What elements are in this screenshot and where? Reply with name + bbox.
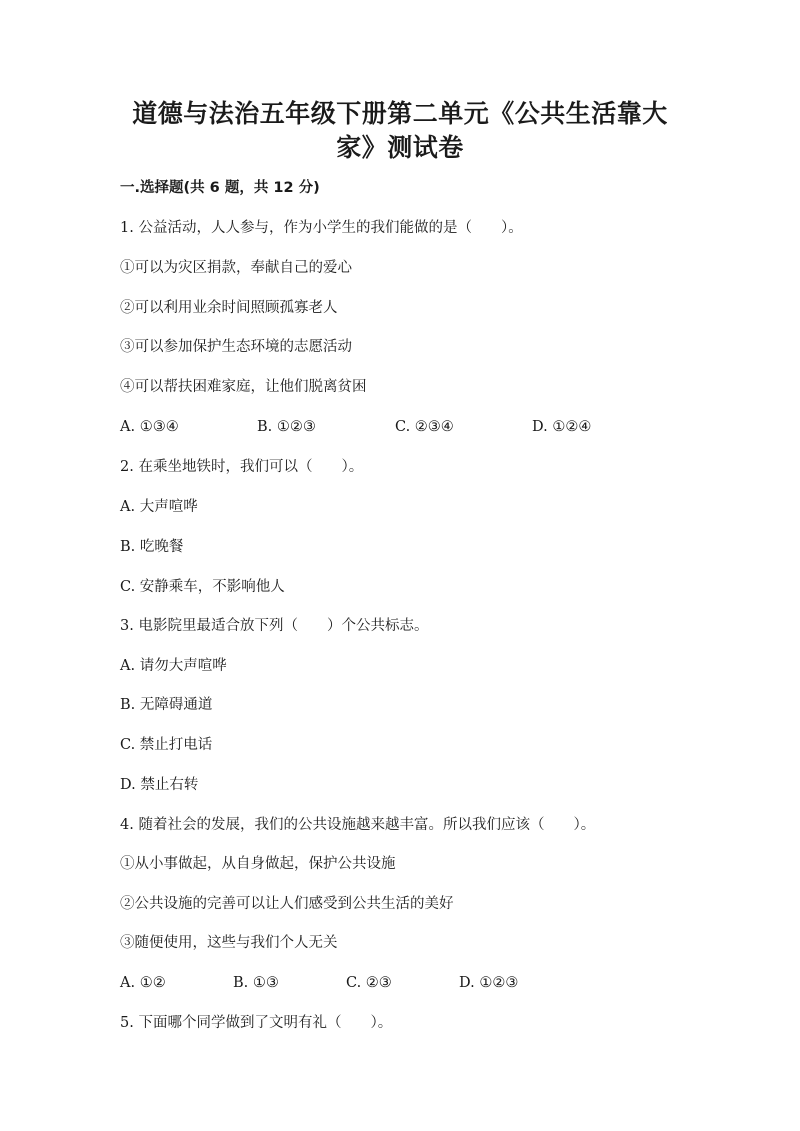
- question-2-option-c: C. 安静乘车，不影响他人: [120, 579, 285, 595]
- question-2-option-b: B. 吃晚餐: [120, 539, 184, 555]
- question-1-item-4: ④可以帮扶困难家庭，让他们脱离贫困: [120, 379, 367, 395]
- question-3-option-d: D. 禁止右转: [120, 777, 199, 793]
- question-3-option-c: C. 禁止打电话: [120, 737, 213, 753]
- question-2-option-a: A. 大声喧哗: [120, 499, 198, 515]
- question-4-stem: 4. 随着社会的发展，我们的公共设施越来越丰富。所以我们应该（ ）。: [120, 817, 596, 833]
- question-1-item-1: ①可以为灾区捐款，奉献自己的爱心: [120, 260, 352, 276]
- question-3-option-a: A. 请勿大声喧哗: [120, 658, 227, 674]
- question-4-option-a: A. ①②: [120, 975, 166, 991]
- question-4-option-c: C. ②③: [346, 975, 392, 991]
- question-4-item-1: ①从小事做起，从自身做起，保护公共设施: [120, 856, 396, 872]
- question-1-option-b: B. ①②③: [257, 419, 316, 435]
- question-4-item-2: ②公共设施的完善可以让人们感受到公共生活的美好: [120, 896, 454, 912]
- question-1-item-3: ③可以参加保护生态环境的志愿活动: [120, 339, 352, 355]
- question-1-option-c: C. ②③④: [395, 419, 454, 435]
- question-1-option-d: D. ①②④: [532, 419, 592, 435]
- question-3-option-b: B. 无障碍通道: [120, 697, 213, 713]
- question-1-option-a: A. ①③④: [120, 419, 179, 435]
- question-1-stem: 1. 公益活动，人人参与，作为小学生的我们能做的是（ ）。: [120, 220, 523, 236]
- page-title-line-1: 道德与法治五年级下册第二单元《公共生活靠大: [132, 99, 668, 128]
- question-4-option-b: B. ①③: [233, 975, 279, 991]
- question-4-item-3: ③随便使用，这些与我们个人无关: [120, 935, 338, 951]
- question-4-option-d: D. ①②③: [459, 975, 519, 991]
- question-3-stem: 3. 电影院里最适合放下列（ ）个公共标志。: [120, 618, 429, 634]
- question-5-stem: 5. 下面哪个同学做到了文明有礼（ ）。: [120, 1015, 393, 1031]
- section-heading: 一.选择题(共 6 题，共 12 分): [120, 180, 320, 196]
- question-2-stem: 2. 在乘坐地铁时，我们可以（ ）。: [120, 459, 364, 475]
- page-title-line-2: 家》测试卷: [336, 133, 464, 162]
- question-1-item-2: ②可以利用业余时间照顾孤寡老人: [120, 300, 338, 316]
